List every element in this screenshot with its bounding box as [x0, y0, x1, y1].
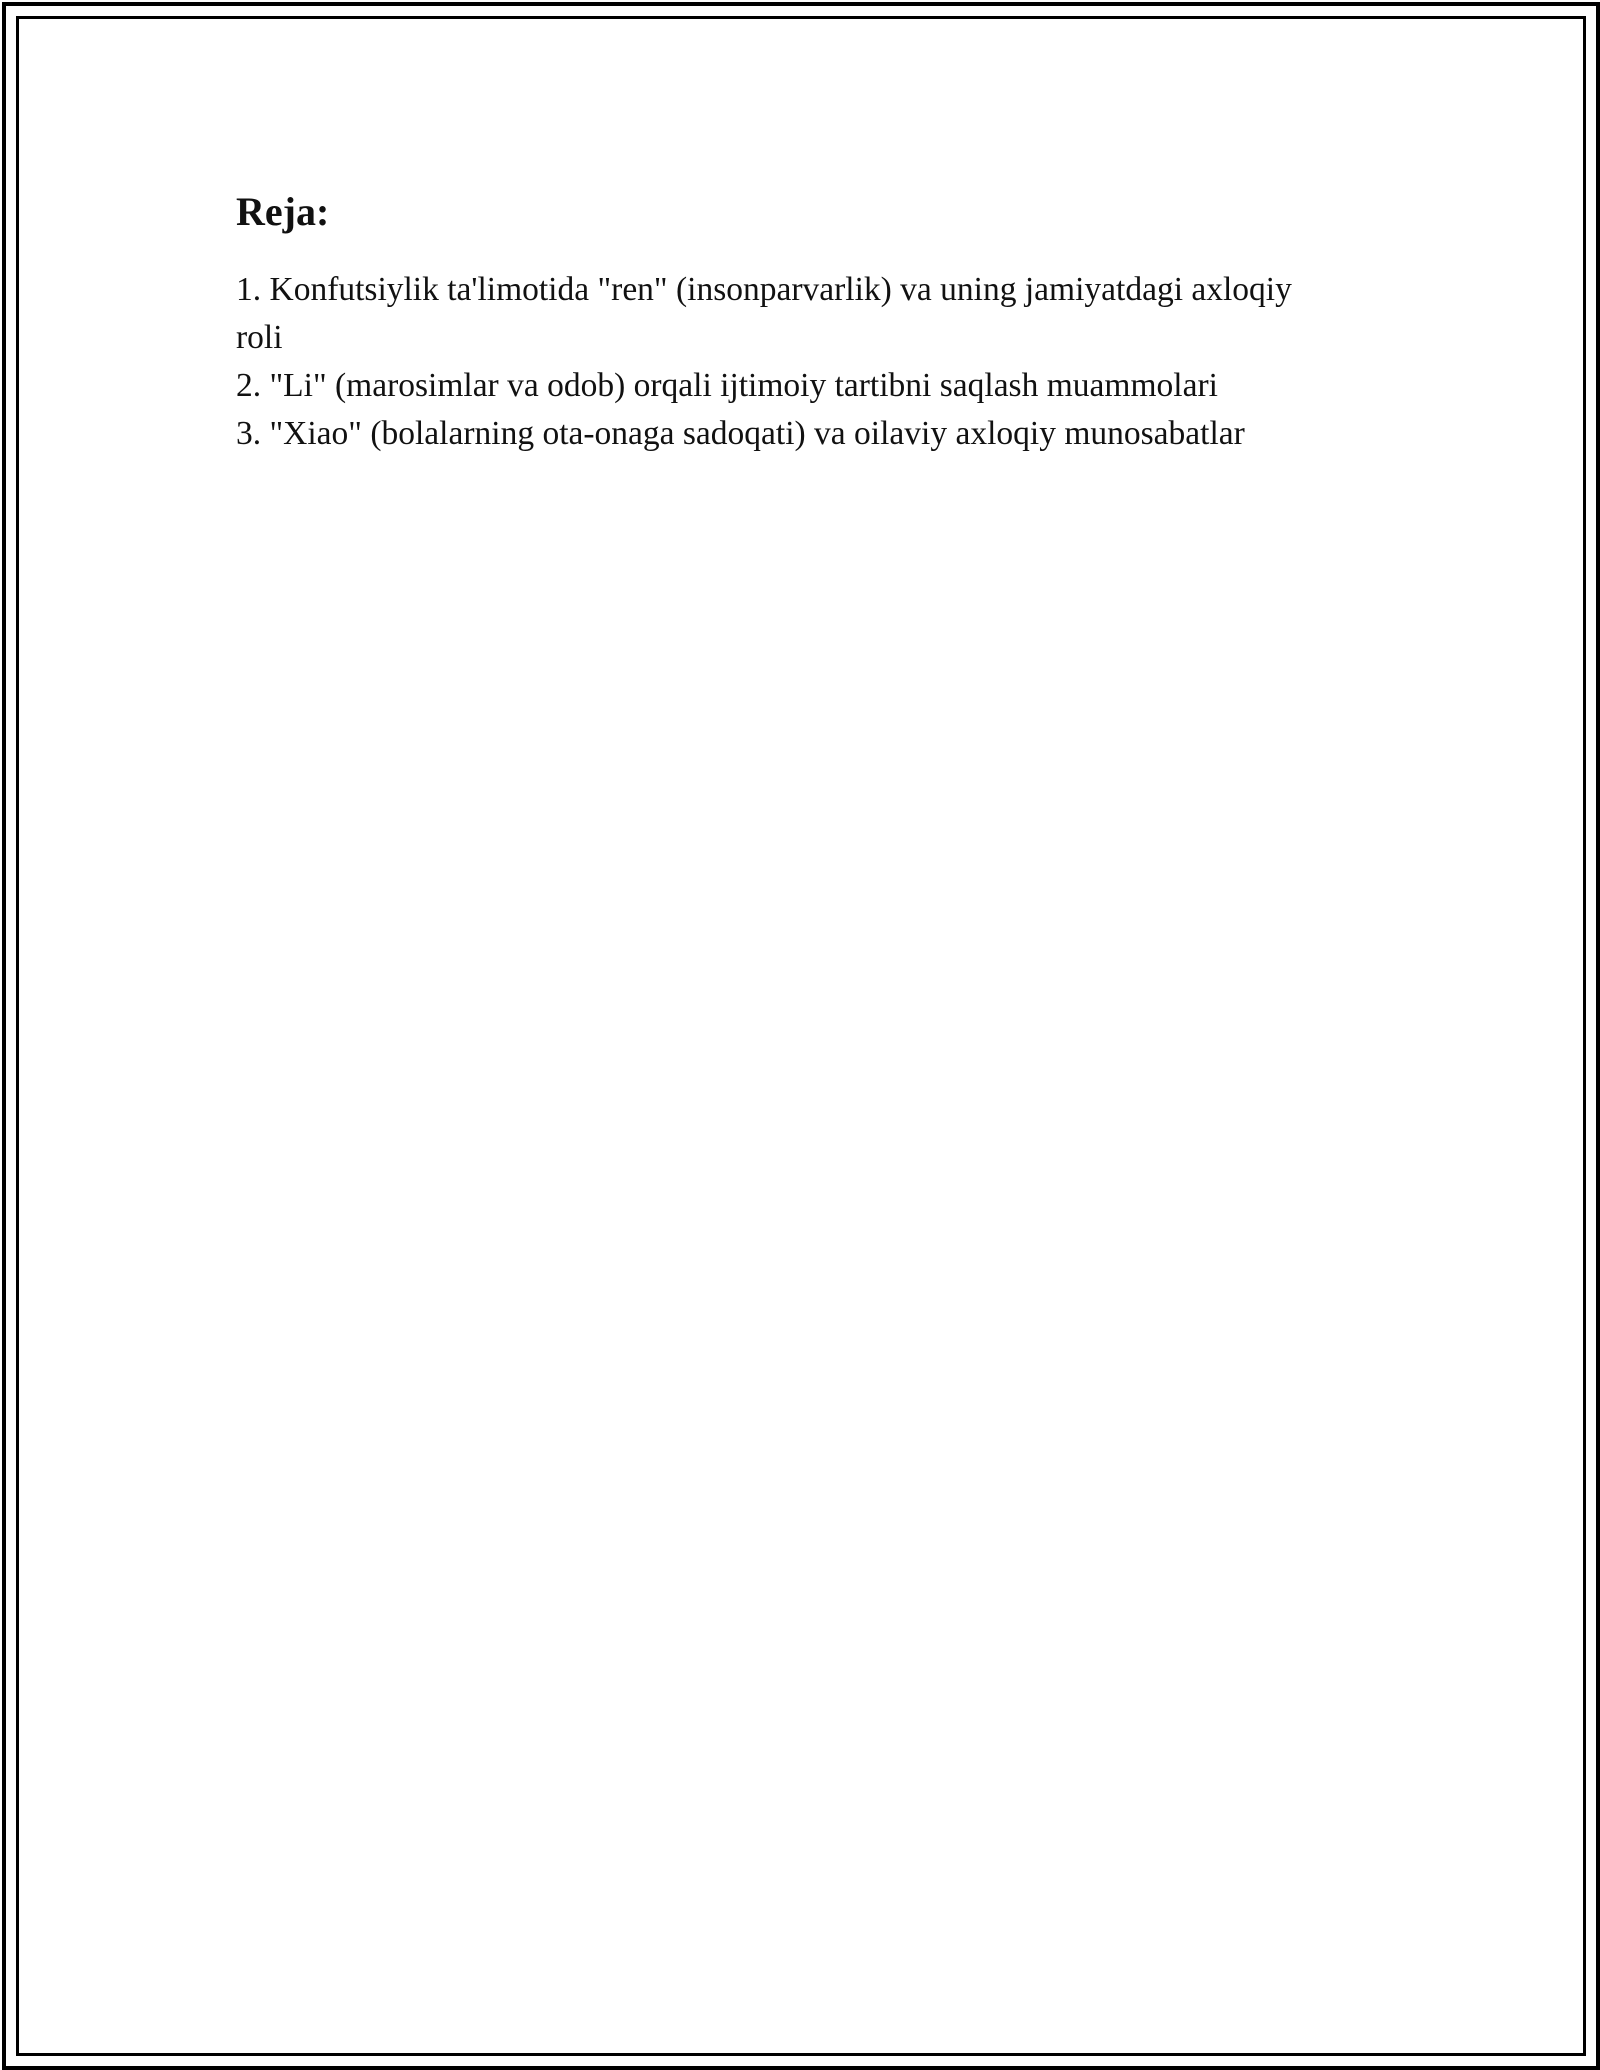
document-content	[236, 188, 1376, 458]
plan-title: Reja:	[236, 189, 330, 234]
plan-list	[236, 266, 1376, 458]
plan-item-3: 3. "Xiao" (bolalarning ota-onaga sadoqati) va oilaviy axloqiy munosabatlar	[236, 415, 1245, 452]
plan-item-2: 2. "Li" (marosimlar va odob) orqali ijtimoiy tartibni saqlash muammolari	[236, 367, 1218, 404]
plan-item-1: 1. Konfutsiylik ta'limotida "ren" (insonparvarlik) va uning jamiyatdagi axloqiy roli	[236, 271, 1292, 356]
